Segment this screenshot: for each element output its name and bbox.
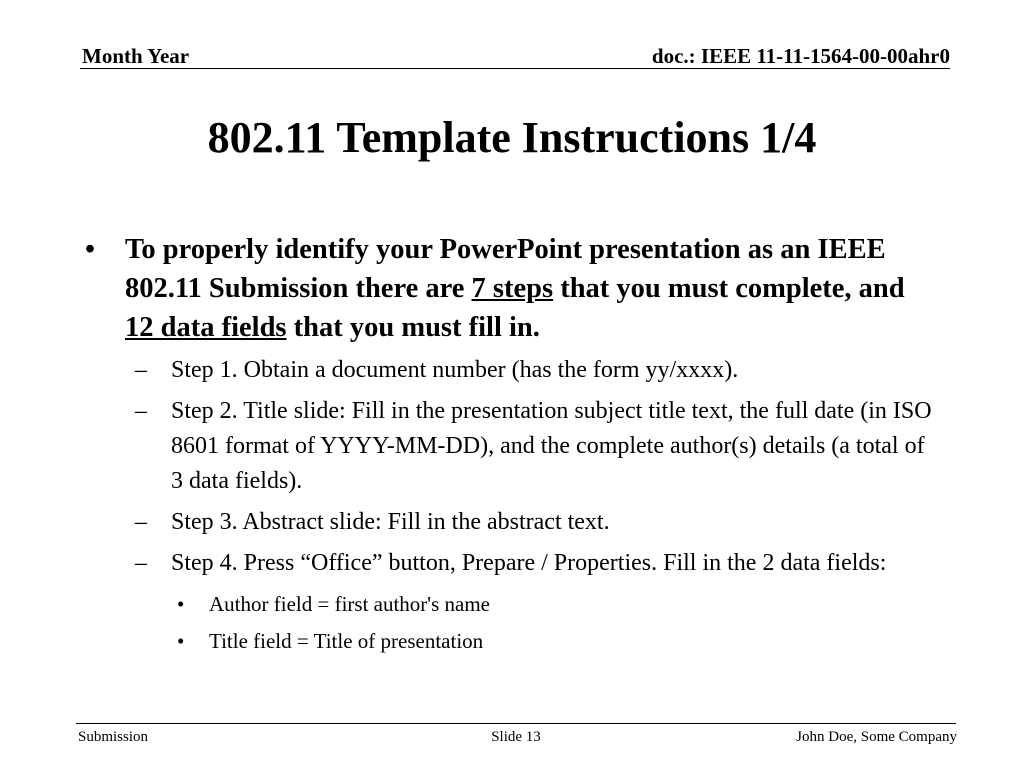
step-3 xyxy=(85,505,935,540)
main-bullet-text-1: To properly identify your PowerPoint presentation as an IEEE 802.11 Submission there are xyxy=(125,234,886,304)
main-bullet-text-2: that you must complete, and xyxy=(553,273,905,304)
slide-body xyxy=(85,230,935,655)
dash-marker: – xyxy=(135,509,147,535)
dash-marker: – xyxy=(135,357,147,383)
dash-marker: – xyxy=(135,550,147,576)
footer-submission: Submission xyxy=(78,729,149,745)
slide-title: 802.11 Template Instructions 1/4 xyxy=(207,113,817,162)
step-text: Step 3. Abstract slide: Fill in the abstract text. xyxy=(171,509,610,535)
dash-marker: – xyxy=(135,398,147,424)
sub-bullet-title xyxy=(85,627,935,655)
main-bullet-text-3: that you must fill in. xyxy=(286,312,540,343)
step-2 xyxy=(85,394,935,499)
header-date: Month Year xyxy=(82,44,190,68)
seven-steps-underlined: 7 steps xyxy=(471,273,554,304)
sub-bullet-text: Title field = Title of presentation xyxy=(209,629,484,653)
step-text: Step 4. Press “Office” button, Prepare / Properties. Fill in the 2 data fields: xyxy=(171,550,887,576)
sub-bullet-text: Author field = first author's name xyxy=(209,592,490,616)
bullet-marker: • xyxy=(177,629,185,653)
header-doc-number: doc.: IEEE 11-11-1564-00-00ahr0 xyxy=(651,44,950,68)
footer-slide-number: Slide 13 xyxy=(491,729,541,745)
sub-bullet-author xyxy=(85,590,935,618)
main-bullet xyxy=(85,230,935,347)
step-4 xyxy=(85,546,935,581)
step-text: Step 2. Title slide: Fill in the presentation subject title text, the full date (in ISO 8601 format of YYYY-MM-DD), and the complete author(s) details (a total of 3 data fields). xyxy=(171,398,932,494)
slide-header xyxy=(80,42,950,69)
step-1 xyxy=(85,353,935,388)
bullet-marker: • xyxy=(85,234,95,265)
step-text: Step 1. Obtain a document number (has the form yy/xxxx). xyxy=(171,357,739,383)
twelve-data-fields-underlined: 12 data fields xyxy=(125,312,287,343)
bullet-marker: • xyxy=(177,592,185,616)
footer-author: John Doe, Some Company xyxy=(796,729,957,745)
footer-divider xyxy=(76,723,956,724)
